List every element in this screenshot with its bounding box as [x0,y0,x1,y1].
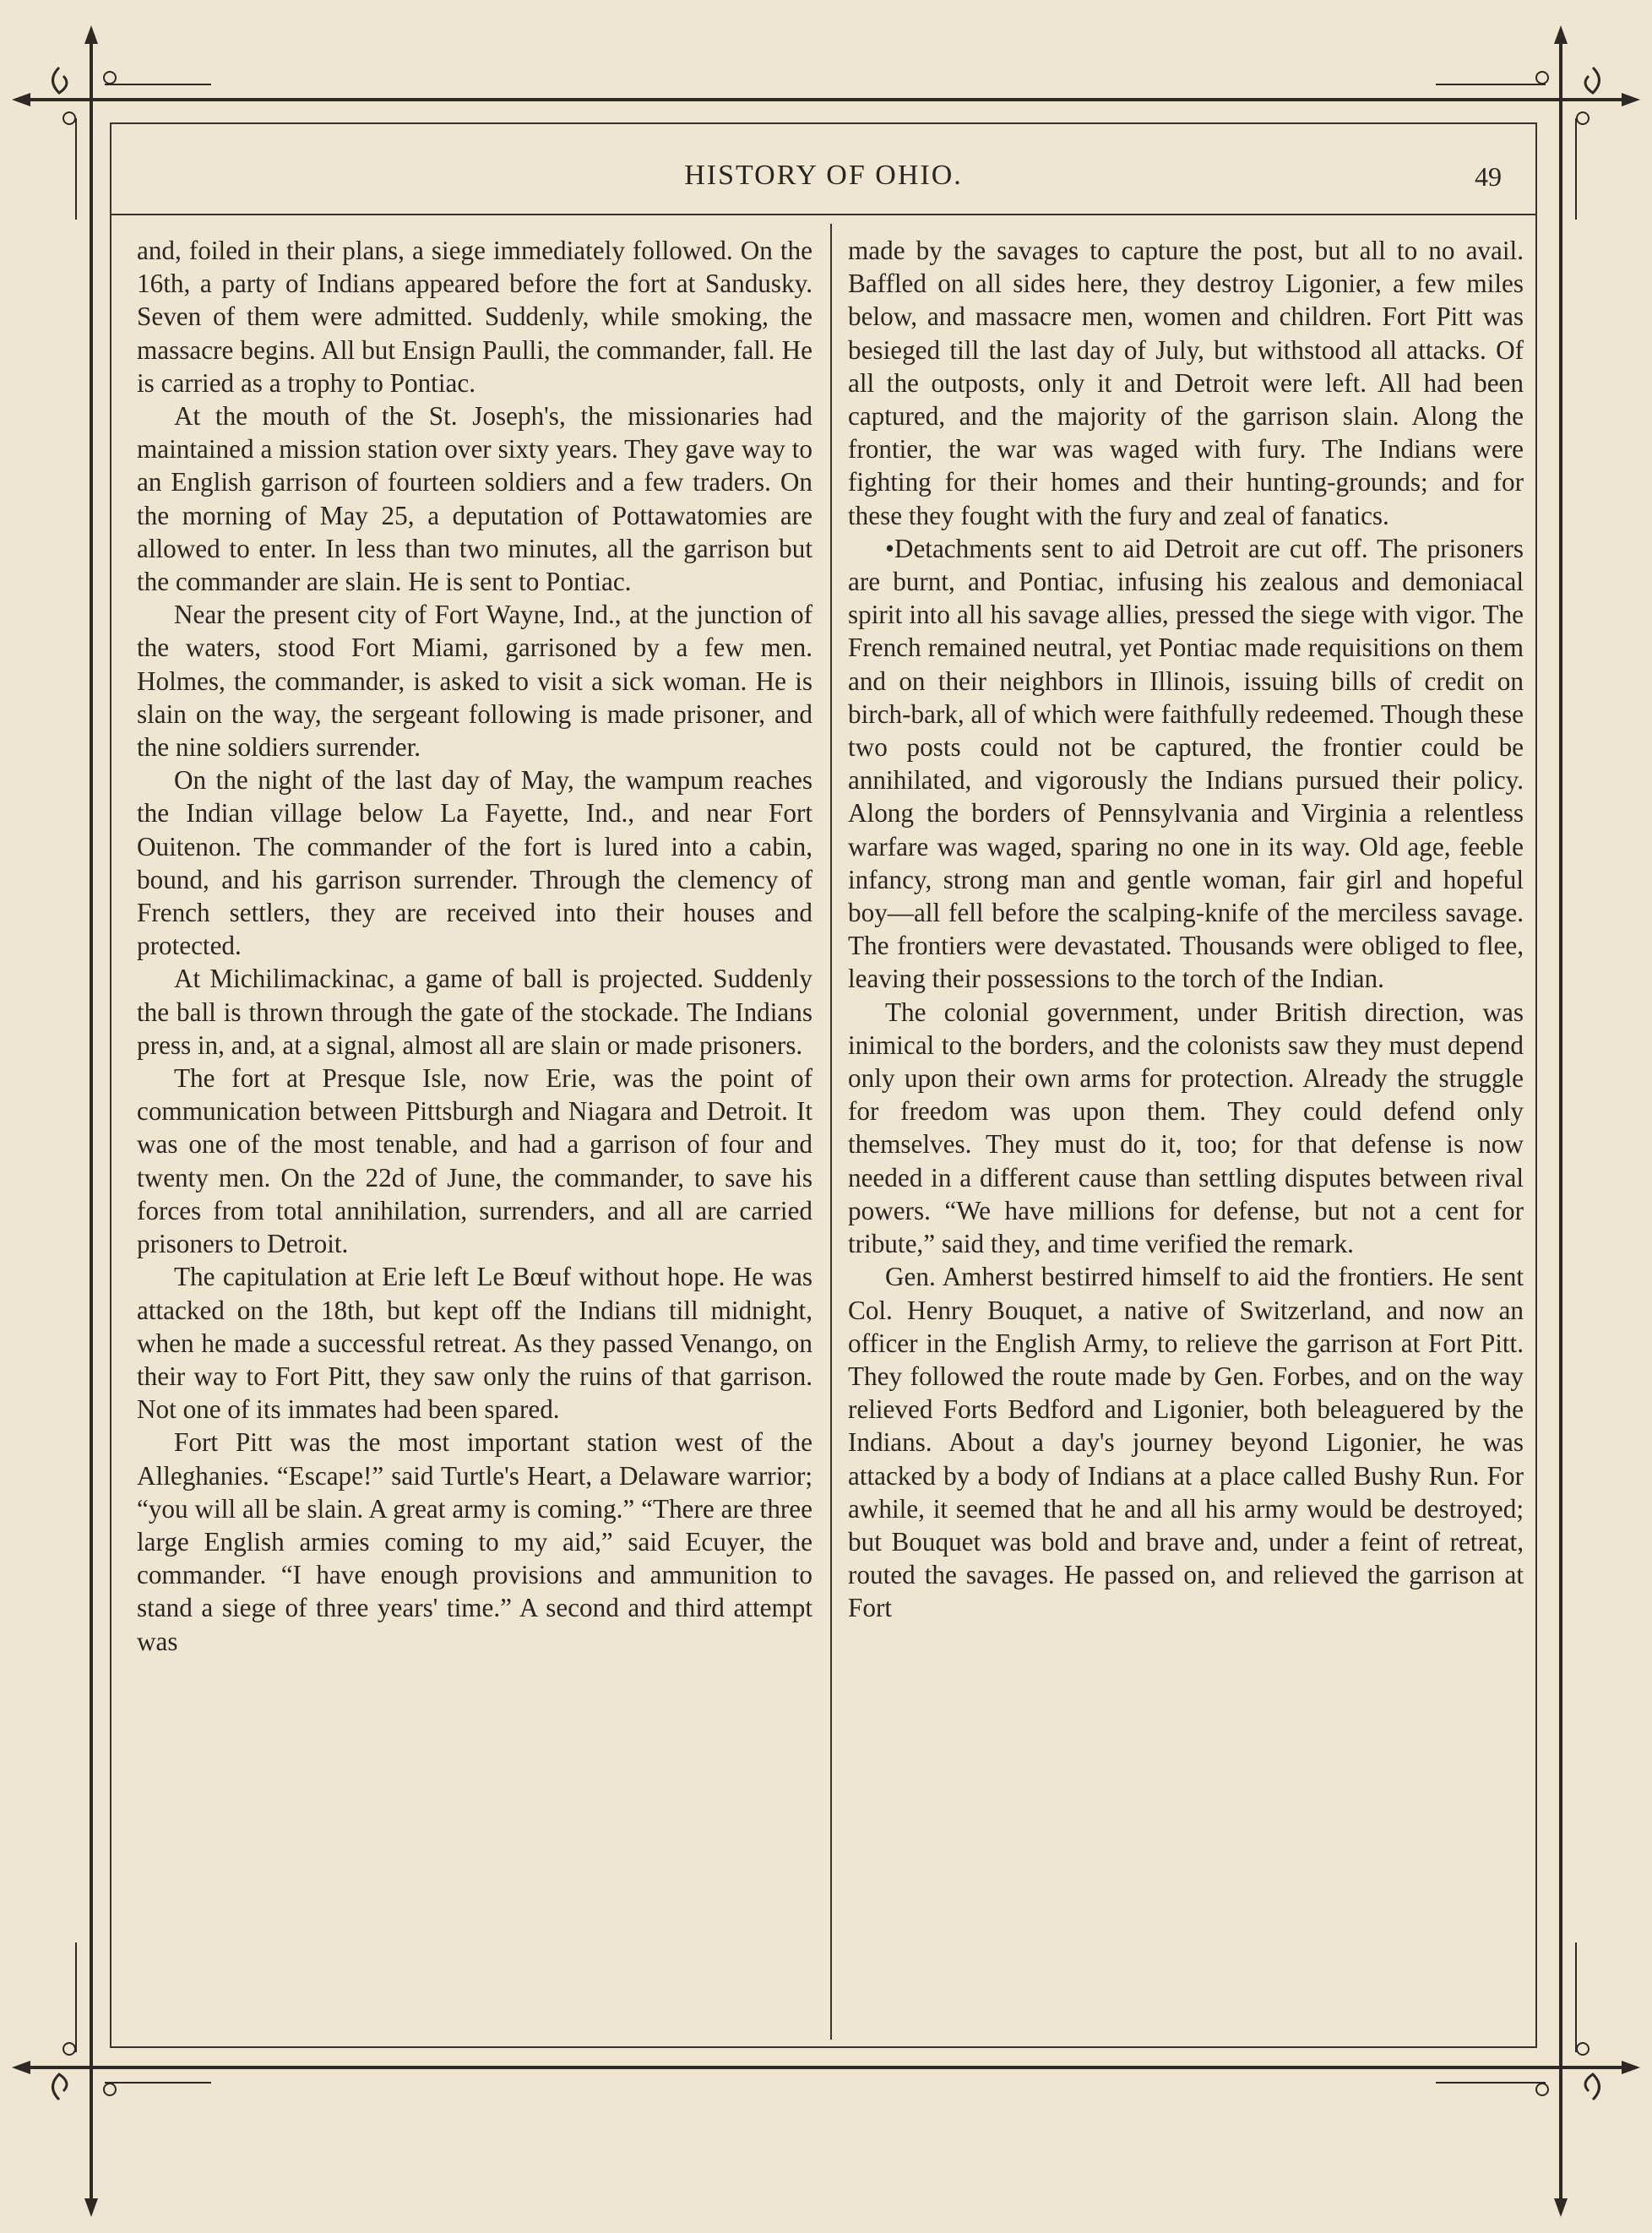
page-number: 49 [1475,161,1502,192]
paragraph: Fort Pitt was the most important station west of the Alleghanies. “Escape!” said Turtle's Heart, a Delaware warrior; “you will all be slain. A great army is coming.” “There are three large English armies coming to my aid,” said Ecuyer, the commander. “I have enough provisions and ammunition to stand a siege of three years' time.” A second and third attempt was [137,1427,812,1656]
paragraph: The fort at Presque Isle, now Erie, was the point of communication between Pittsburgh and Niagara and Detroit. It was one of the most tenable, and had a garrison of four and twenty men. On the 22d of June, the commander, to save his forces from total annihilation, surrenders, and all are carried prisoners to Detroit. [137,1063,812,1259]
running-header [111,124,1535,215]
paragraph: At Michilimackinac, a game of ball is projected. Suddenly the ball is thrown through the gate of the stockade. The Indians press in, and, at a signal, almost all are slain or made prisoners. [137,964,812,1060]
paragraph: Gen. Amherst bestirred himself to aid the frontiers. He sent Col. Henry Bouquet, a native of Switzerland, and now an officer in the English Army, to relieve the garrison at Fort Pitt. They followed the route made by Gen. Forbes, and on the way relieved Forts Bedford and Ligonier, both beleaguered by the Indians. About a day's journey beyond Ligonier, he was attacked by a body of Indians at a place called Bushy Run. For awhile, it seemed that he and all his army would be destroyed; but Bouquet was bold and brave and, under a feint of retreat, routed the savages. He passed on, and relieved the garrison at Fort [848,1262,1524,1623]
right-column [848,234,1524,1625]
text-columns [111,215,1535,2050]
column-divider [830,224,832,2040]
running-title: HISTORY OF OHIO. [684,160,963,191]
paragraph: The capitulation at Erie left Le Bœuf without hope. He was attacked on the 18th, but kept off the Indians till midnight, when he made a successful retreat. As they passed Venango, on their way to Fort Pitt, they saw only the ruins of that garrison. Not one of its immates had been spared. [137,1262,812,1425]
paragraph: made by the savages to capture the post, but all to no avail. Baffled on all sides here, they destroy Ligonier, a few miles below, and massacre men, women and children. Fort Pitt was besieged till the last day of July, but withstood all attacks. Of all the outposts, only it and Detroit were left. All had been captured, and the majority of the garrison slain. Along the frontier, the war was waged with fury. The Indians were fighting for their homes and their hunting-grounds; and for these they fought with the fury and zeal of fanatics. [848,236,1524,530]
paragraph: and, foiled in their plans, a siege immediately followed. On the 16th, a party of Indians appeared before the fort at Sandusky. Seven of them were admitted. Suddenly, while smoking, the massacre begins. All but Ensign Paulli, the commander, fall. He is carried as a trophy to Pontiac. [137,236,812,398]
left-column [137,234,812,1658]
page-frame [110,122,1537,2048]
paragraph: On the night of the last day of May, the wampum reaches the Indian village below La Fayette, Ind., and near Fort Ouitenon. The commander of the fort is lured into a cabin, bound, and his garrison surrender. Through the clemency of French settlers, they are received into their houses and protected. [137,765,812,961]
paragraph: Near the present city of Fort Wayne, Ind., at the junction of the waters, stood Fort Miami, garrisoned by a few men. Holmes, the commander, is asked to visit a sick woman. He is slain on the way, the sergeant following is made prisoner, and the nine soldiers surrender. [137,600,812,763]
paragraph: The colonial government, under British direction, was inimical to the borders, and the colonists saw they must depend only upon their own arms for protection. Already the struggle for freedom was upon them. They could defend only themselves. They must do it, too; for that defense is now needed in a different cause than settling disputes between rival powers. “We have millions for defense, but not a cent for tribute,” said they, and time verified the remark. [848,997,1524,1259]
paragraph: At the mouth of the St. Joseph's, the missionaries had maintained a mission station over sixty years. They gave way to an English garrison of fourteen soldiers and a few traders. On the morning of May 25, a deputation of Pottawatomies are allowed to enter. In less than two minutes, all the garrison but the commander are slain. He is sent to Pontiac. [137,401,812,597]
paragraph: •Detachments sent to aid Detroit are cut off. The prisoners are burnt, and Pontiac, infusing his zealous and demoniacal spirit into all his savage allies, pressed the siege with vigor. The French remained neutral, yet Pontiac made requisitions on them and on their neighbors in Illinois, issuing bills of credit on birch-bark, all of which were faithfully redeemed. Though these two posts could not be captured, the frontier could be annihilated, and vigorously the Indians pursued their policy. Along the borders of Pennsylvania and Virginia a relentless warfare was waged, sparing no one in its way. Old age, feeble infancy, strong man and gentle woman, fair girl and hopeful boy—all fell before the scalping-knife of the merciless savage. The frontiers were devastated. Thousands were obliged to flee, leaving their possessions to the torch of the Indian. [848,533,1524,994]
